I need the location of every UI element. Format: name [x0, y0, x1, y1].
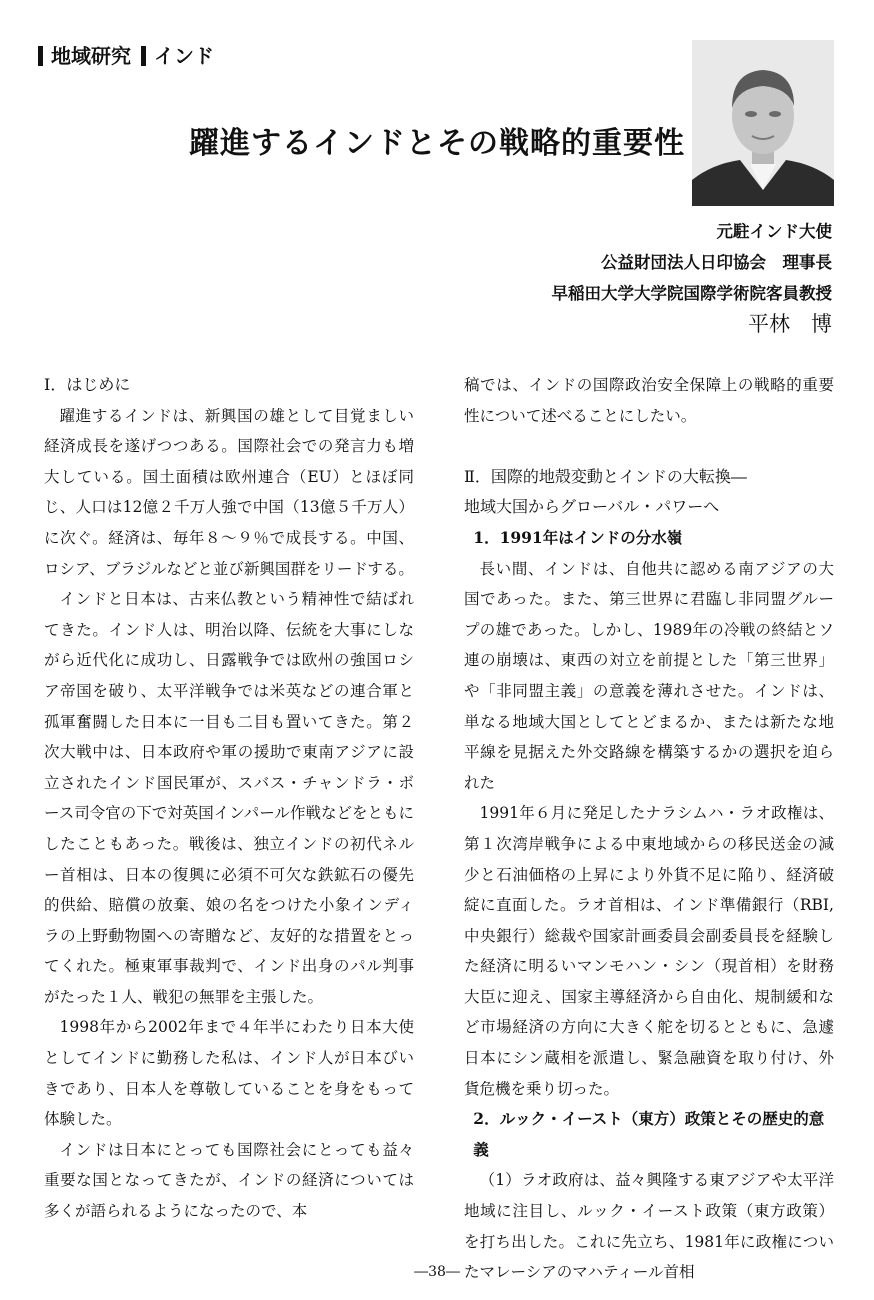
section-heading: Ⅱ．国際的地殻変動とインドの大転換― [464, 466, 747, 486]
spacer [464, 431, 834, 462]
paragraph-continuation: 稿では、インドの国際政治安全保障上の戦略的重要性について述べることにしたい。 [464, 376, 834, 425]
paragraph: 1991年６月に発足したナラシムハ・ラオ政権は、第１次湾岸戦争による中東地域からの移民送金の減少と石油価格の上昇により外貨不足に陥り、経済破綻に直面した。ラオ首相は、インド準備銀行（RBI,中央銀行）総裁や国家計画委員会副委員長を経験した経済に明るいマンモハン・シン（現首相）を財務大臣に迎え、国家主導経済から自由化、規制緩和など市場経済の方向に大きく舵を切るとともに、急遽日本にシン蔵相を派遣し、緊急融資を取り付け、外貨危機を乗り切った。 [464, 804, 834, 1098]
section-heading: Ⅰ．はじめに [44, 375, 131, 394]
author-block [552, 216, 833, 339]
author-role: 公益財団法人日印協会 理事長 [601, 253, 832, 272]
left-column [44, 370, 414, 1227]
category-label: 地域研究 [51, 44, 131, 68]
paragraph: 1998年から2002年まで４年半にわたり日本大使としてインドに勤務した私は、インド人が日本びいきであり、日本人を尊敬していることを身をもって体験した。 [44, 1018, 414, 1129]
author-name: 平林 博 [748, 312, 832, 336]
page-number: ―38― [414, 1264, 460, 1280]
paragraph: インドは日本にとっても国際社会にとっても益々重要な国となってきたが、インドの経済については多くが語られるようになったので、本 [44, 1140, 414, 1221]
paragraph: 躍進するインドは、新興国の雄として目覚ましい経済成長を遂げつつある。国際社会での発言力も増大している。国土面積は欧州連合（EU）とほぼ同じ、人口は12億２千万人強で中国（13億５千万人）に次ぐ。経済は、毎年８〜９％で成長する。中国、ロシア、ブラジルなどと並び新興国群をリードする。 [44, 406, 414, 578]
paragraph: インドと日本は、古来仏教という精神性で結ばれてきた。インド人は、明治以降、伝統を大事にしながら近代化に成功し、日露戦争では欧州の強国ロシア帝国を破り、太平洋戦争では米英などの連合軍と孤軍奮闘した日本に一目も二目も置いてきた。第２次大戦中は、日本政府や軍の援助で東南アジアに設立されたインド国民軍が、スバス・チャンドラ・ボース司令官の下で対英国インパール作戦などをともにしたこともあった。戦後は、独立インドの初代ネルー首相は、日本の復興に必須不可欠な鉄鉱石の優先的供給、賠償の放棄、娘の名をつけた小象インディラの上野動物園への寄贈など、友好的な措置をとってくれた。極東軍事裁判で、インド出身のパル判事がたった１人、戦犯の無罪を主張した。 [44, 590, 414, 1006]
section-tag [38, 40, 214, 69]
region-label: インド [154, 44, 214, 68]
subsection-heading: 2．ルック・イースト（東方）政策とその歴史的意義 [473, 1109, 825, 1159]
paragraph: 長い間、インドは、自他共に認める南アジアの大国であった。また、第三世界に君臨し非同盟グループの雄であった。しかし、1989年の冷戦の終結とソ連の崩壊は、東西の対立を前提とした「第三世界」や「非同盟主義」の意義を薄れさせた。インドは、単なる地域大国としてとどまるか、または新たな地平線を見据えた外交路線を構築するかの選択を迫られた [464, 559, 834, 792]
section-heading-line2: 地域大国からグローバル・パワーへ [464, 497, 720, 517]
author-role: 元駐インド大使 [716, 222, 832, 241]
subsection-heading: 1．1991年はインドの分水嶺 [473, 527, 683, 547]
section-bar-marker [141, 46, 146, 66]
right-column [464, 370, 834, 1288]
section-bar-marker [38, 46, 43, 66]
article-title: 躍進するインドとその戦略的重要性 [189, 126, 685, 161]
paragraph: （1）ラオ政府は、益々興隆する東アジアや太平洋地域に注目し、ルック・イースト政策（東方政策）を打ち出した。これに先立ち、1981年に政権についたマレーシアのマハティール首相 [464, 1171, 834, 1282]
author-role: 早稲田大学大学院国際学術院客員教授 [551, 284, 832, 303]
